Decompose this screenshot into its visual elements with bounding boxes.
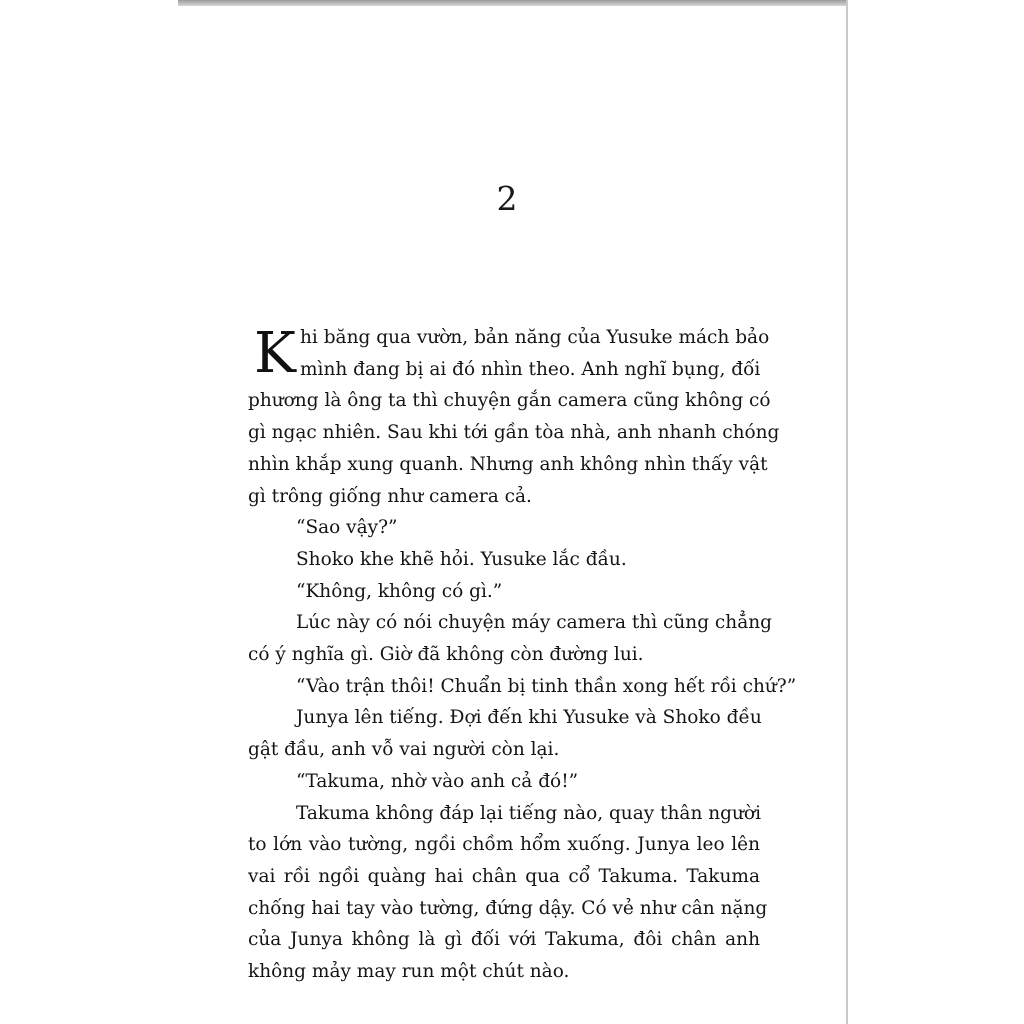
text-line: “Takuma, nhờ vào anh cả đó!”: [296, 770, 579, 792]
page-edge-right: [846, 0, 848, 1024]
text-line: của Junya không là gì đối với Takuma, đôi chân anh: [248, 929, 760, 951]
text-line: “Sao vậy?”: [296, 517, 398, 539]
text-line: Takuma không đáp lại tiếng nào, quay thân người: [296, 802, 761, 824]
text-line: “Không, không có gì.”: [296, 580, 503, 602]
text-line: “Vào trận thôi! Chuẩn bị tinh thần xong hết rồi chứ?”: [296, 675, 797, 697]
chapter-number: 2: [496, 179, 518, 218]
text-line: hi băng qua vườn, bản năng của Yusuke mách bảo: [300, 327, 770, 348]
text-line: phương là ông ta thì chuyện gắn camera cũng không có: [248, 390, 771, 412]
chapter-text: [248, 321, 797, 988]
scan-shadow-top: [178, 0, 848, 6]
text-line: gì trông giống như camera cả.: [248, 485, 532, 507]
text-line: Junya lên tiếng. Đợi đến khi Yusuke và Shoko đều: [296, 707, 762, 729]
text-line: Lúc này có nói chuyện máy camera thì cũng chẳng: [296, 612, 772, 634]
text-line: Shoko khe khẽ hỏi. Yusuke lắc đầu.: [296, 548, 627, 570]
text-line: có ý nghĩa gì. Giờ đã không còn đường lui.: [248, 644, 644, 666]
text-line: mình đang bị ai đó nhìn theo. Anh nghĩ bụng, đối: [300, 358, 761, 380]
text-line: vai rồi ngồi quàng hai chân qua cổ Takuma. Takuma: [248, 865, 760, 887]
text-line: gì ngạc nhiên. Sau khi tới gần tòa nhà, anh nhanh chóng: [248, 422, 780, 444]
text-line: to lớn vào tường, ngồi chồm hổm xuống. Junya leo lên: [248, 834, 760, 856]
text-line: chống hai tay vào tường, đứng dậy. Có vẻ như cân nặng: [248, 897, 768, 919]
scan-margin-left: [0, 0, 178, 1024]
text-line: không mảy may run một chút nào.: [248, 961, 570, 983]
text-line: nhìn khắp xung quanh. Nhưng anh không nhìn thấy vật: [248, 453, 768, 475]
drop-cap: K: [254, 321, 296, 386]
text-line: gật đầu, anh vỗ vai người còn lại.: [248, 739, 560, 761]
